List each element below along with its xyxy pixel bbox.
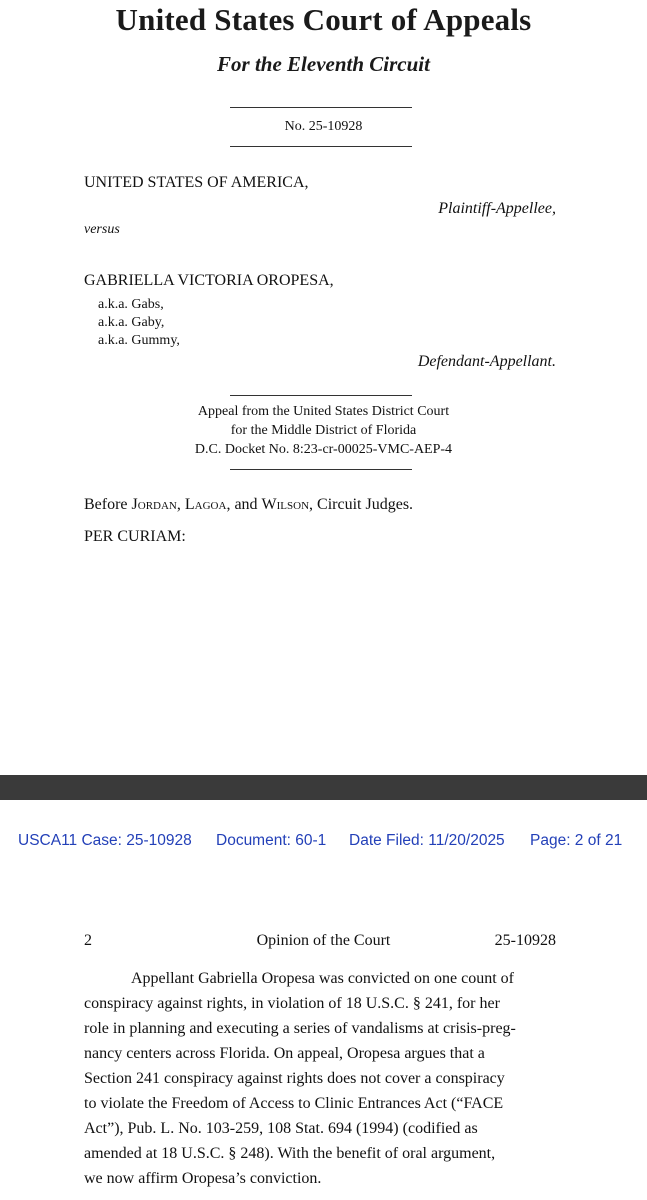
running-header-case: 25-10928 bbox=[494, 932, 556, 949]
paragraph-line: role in planning and executing a series of vandalisms at crisis-preg- bbox=[84, 1020, 516, 1037]
before-prefix: Before bbox=[84, 496, 128, 513]
alias-item: a.k.a. Gaby, bbox=[98, 315, 165, 330]
judge-name: Lagoa bbox=[184, 496, 227, 513]
plaintiff-name: UNITED STATES OF AMERICA, bbox=[84, 174, 309, 191]
divider-rule bbox=[230, 469, 412, 470]
paragraph-line: Section 241 conspiracy against rights does not cover a conspiracy bbox=[84, 1070, 505, 1087]
per-curiam: PER CURIAM: bbox=[84, 528, 186, 545]
paragraph-line: amended at 18 U.S.C. § 248). With the benefit of oral argument, bbox=[84, 1145, 496, 1162]
paragraph-line: Act”), Pub. L. No. 103-259, 108 Stat. 694 (1994) (codified as bbox=[84, 1120, 478, 1137]
paragraph-line: Appellant Gabriella Oropesa was convicted on one count of bbox=[131, 970, 514, 987]
paragraph-line: nancy centers across Florida. On appeal, Oropesa argues that a bbox=[84, 1045, 485, 1062]
separator: , and bbox=[226, 496, 258, 513]
appeal-line: for the Middle District of Florida bbox=[230, 423, 417, 438]
banner-page: Page: 2 of 21 bbox=[530, 832, 623, 849]
docket-line: D.C. Docket No. 8:23-cr-00025-VMC-AEP-4 bbox=[194, 442, 453, 457]
divider-rule bbox=[230, 146, 412, 147]
divider-rule bbox=[230, 395, 412, 396]
paragraph-line: conspiracy against rights, in violation of 18 U.S.C. § 241, for her bbox=[84, 995, 500, 1012]
separator: , bbox=[176, 496, 181, 513]
page-number: 2 bbox=[84, 932, 92, 949]
plaintiff-role: Plaintiff-Appellee, bbox=[438, 200, 556, 217]
panel-suffix: , Circuit Judges. bbox=[309, 496, 414, 513]
defendant-name: GABRIELLA VICTORIA OROPESA, bbox=[84, 272, 334, 289]
court-title: United States Court of Appeals bbox=[115, 2, 532, 37]
case-number: No. 25-10928 bbox=[284, 119, 363, 134]
paragraph-line: to violate the Freedom of Access to Clinic Entrances Act (“FACE bbox=[84, 1095, 504, 1112]
alias-item: a.k.a. Gummy, bbox=[98, 333, 180, 348]
paragraph-line: we now affirm Oropesa’s conviction. bbox=[84, 1170, 322, 1187]
alias-item: a.k.a. Gabs, bbox=[98, 297, 164, 312]
appeal-line: Appeal from the United States District Court bbox=[197, 404, 450, 419]
circuit-subtitle: For the Eleventh Circuit bbox=[217, 52, 430, 76]
page-separator bbox=[0, 775, 647, 800]
banner-document: Document: 60-1 bbox=[216, 832, 327, 849]
panel-line bbox=[84, 496, 413, 514]
filing-banner bbox=[0, 832, 647, 852]
judge-name: Wilson bbox=[261, 496, 310, 513]
versus-label: versus bbox=[84, 222, 120, 237]
banner-date-filed: Date Filed: 11/20/2025 bbox=[349, 832, 505, 849]
defendant-role: Defendant-Appellant. bbox=[417, 353, 556, 370]
banner-case: USCA11 Case: 25-10928 bbox=[18, 832, 192, 849]
running-header-title: Opinion of the Court bbox=[256, 932, 391, 949]
divider-rule bbox=[230, 107, 412, 108]
judge-name: Jordan bbox=[131, 496, 177, 513]
